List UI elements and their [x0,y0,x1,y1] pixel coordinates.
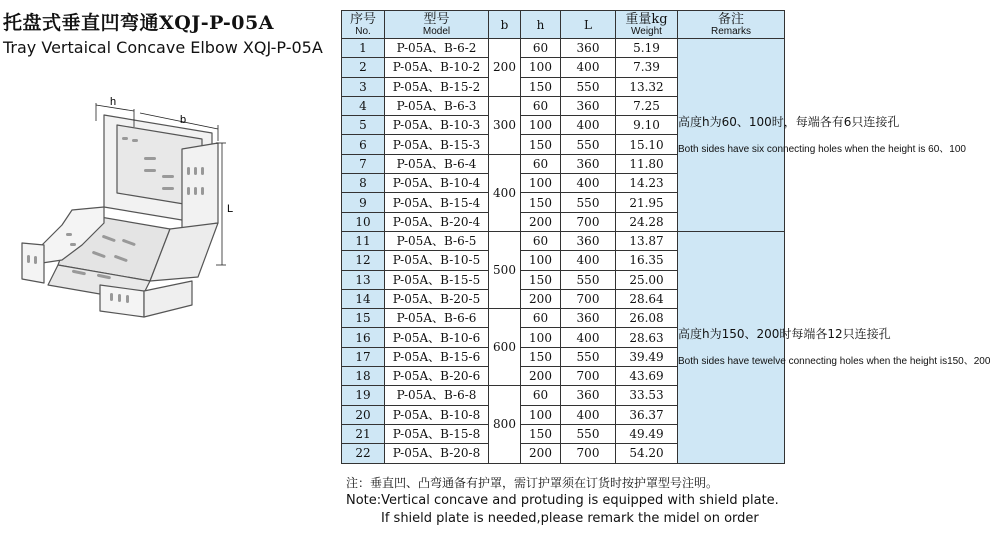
cell-h: 200 [521,289,561,308]
cell-L: 550 [561,193,616,212]
cell-L: 700 [561,444,616,463]
cell-h: 150 [521,135,561,154]
cell-model: P-05A、B-10-6 [385,328,489,347]
cell-model: P-05A、B-15-5 [385,270,489,289]
cell-L: 400 [561,174,616,193]
title-chinese: 托盘式垂直凹弯通XQJ-P-05A [3,12,274,34]
cell-no: 3 [342,77,385,96]
remarks-english: Both sides have six connecting holes when the height is 60、100 [678,143,966,155]
cell-model: P-05A、B-15-6 [385,347,489,366]
cell-L: 550 [561,347,616,366]
cell-no: 10 [342,212,385,231]
cell-h: 60 [521,386,561,405]
cell-weight: 28.63 [616,328,678,347]
cell-b: 400 [489,154,521,231]
front-side-panel [144,281,192,317]
cell-L: 360 [561,309,616,328]
cell-weight: 13.32 [616,77,678,96]
remarks-english: Both sides have tewelve connecting holes when the height is150、200 [678,356,990,368]
cell-weight: 7.25 [616,96,678,115]
title-english: Tray Vertaical Concave Elbow XQJ-P-05A [3,38,323,57]
cell-b: 300 [489,96,521,154]
cell-no: 7 [342,154,385,173]
cell-L: 550 [561,135,616,154]
cell-model: P-05A、B-15-2 [385,77,489,96]
table-header-row [342,11,785,39]
cell-h: 60 [521,309,561,328]
dimension-h-label: h [110,96,117,108]
cell-no: 14 [342,289,385,308]
left-end-panel [22,243,44,283]
table-row [342,39,785,58]
cell-L: 400 [561,251,616,270]
cell-no: 1 [342,39,385,58]
cell-L: 360 [561,154,616,173]
cell-no: 6 [342,135,385,154]
cell-L: 400 [561,116,616,135]
cell-L: 360 [561,96,616,115]
cell-h: 150 [521,424,561,443]
cell-weight: 28.64 [616,289,678,308]
cell-no: 16 [342,328,385,347]
header-h: h [521,11,561,39]
remarks-chinese: 高度h为60、100时，每端各有6只连接孔 [678,114,900,129]
cell-no: 17 [342,347,385,366]
cell-remarks [678,39,966,232]
cell-no: 4 [342,96,385,115]
cell-h: 100 [521,251,561,270]
cell-L: 550 [561,424,616,443]
cell-b: 800 [489,386,521,463]
cell-L: 700 [561,367,616,386]
cell-model: P-05A、B-6-5 [385,231,489,250]
header-no: 序号 No. [342,11,385,39]
cell-model: P-05A、B-20-4 [385,212,489,231]
cell-no: 21 [342,424,385,443]
elbow-drawing [22,95,340,335]
cell-model: P-05A、B-6-6 [385,309,489,328]
cell-b: 600 [489,309,521,386]
cell-no: 13 [342,270,385,289]
cell-no: 19 [342,386,385,405]
note-english-line-1: Note:Vertical concave and protuding is equipped with shield plate. [346,493,779,508]
cell-model: P-05A、B-6-2 [385,39,489,58]
header-b: b [489,11,521,39]
header-model: 型号 Model [385,11,489,39]
cell-weight: 9.10 [616,116,678,135]
cell-model: P-05A、B-20-6 [385,367,489,386]
cell-weight: 43.69 [616,367,678,386]
specification-table [341,10,990,464]
cell-no: 15 [342,309,385,328]
cell-model: P-05A、B-10-8 [385,405,489,424]
cell-model: P-05A、B-15-3 [385,135,489,154]
cell-h: 60 [521,231,561,250]
cell-h: 60 [521,96,561,115]
cell-no: 5 [342,116,385,135]
cell-h: 150 [521,77,561,96]
cell-model: P-05A、B-20-8 [385,444,489,463]
cell-L: 550 [561,270,616,289]
dimension-L-label: L [227,203,234,215]
cell-model: P-05A、B-6-4 [385,154,489,173]
cell-L: 360 [561,39,616,58]
cell-no: 22 [342,444,385,463]
cell-weight: 14.23 [616,174,678,193]
cell-h: 60 [521,154,561,173]
cell-weight: 15.10 [616,135,678,154]
right-side-panel [182,143,218,229]
cell-h: 100 [521,58,561,77]
cell-b: 200 [489,39,521,97]
cell-model: P-05A、B-10-4 [385,174,489,193]
cell-no: 18 [342,367,385,386]
cell-model: P-05A、B-20-5 [385,289,489,308]
cell-weight: 24.28 [616,212,678,231]
cell-weight: 33.53 [616,386,678,405]
front-end-panel [100,285,144,317]
cell-L: 400 [561,58,616,77]
cell-model: P-05A、B-10-3 [385,116,489,135]
cell-no: 9 [342,193,385,212]
cell-L: 360 [561,231,616,250]
cell-weight: 54.20 [616,444,678,463]
cell-no: 20 [342,405,385,424]
cell-h: 200 [521,444,561,463]
cell-L: 360 [561,386,616,405]
cell-L: 550 [561,77,616,96]
cell-no: 12 [342,251,385,270]
cell-h: 100 [521,328,561,347]
header-weight: 重量kg Weight [616,11,678,39]
table-row [342,231,785,250]
cell-h: 100 [521,405,561,424]
cell-h: 60 [521,39,561,58]
cell-weight: 16.35 [616,251,678,270]
cell-h: 150 [521,270,561,289]
cell-weight: 13.87 [616,231,678,250]
table-body [342,39,990,464]
cell-weight: 36.37 [616,405,678,424]
cell-no: 8 [342,174,385,193]
cell-remarks [678,231,990,463]
cell-h: 150 [521,347,561,366]
cell-weight: 11.80 [616,154,678,173]
cell-b: 500 [489,231,521,308]
cell-h: 100 [521,116,561,135]
cell-L: 400 [561,405,616,424]
cell-no: 2 [342,58,385,77]
cell-weight: 49.49 [616,424,678,443]
cell-model: P-05A、B-10-5 [385,251,489,270]
cell-h: 200 [521,212,561,231]
cell-L: 400 [561,328,616,347]
cell-weight: 39.49 [616,347,678,366]
cell-model: P-05A、B-10-2 [385,58,489,77]
note-english-line-2: If shield plate is needed,please remark the midel on order [381,511,759,526]
cell-L: 700 [561,289,616,308]
header-L: L [561,11,616,39]
remarks-chinese: 高度h为150、200时每端各12只连接孔 [678,326,891,341]
dimension-b-label: b [180,114,187,126]
cell-weight: 5.19 [616,39,678,58]
cell-L: 700 [561,212,616,231]
header-remarks: 备注 Remarks [678,11,785,39]
cell-h: 150 [521,193,561,212]
cell-weight: 26.08 [616,309,678,328]
cell-model: P-05A、B-15-4 [385,193,489,212]
cell-model: P-05A、B-15-8 [385,424,489,443]
cell-weight: 21.95 [616,193,678,212]
cell-weight: 7.39 [616,58,678,77]
note-chinese: 注：垂直凹、凸弯通备有护罩，需订护罩须在订货时按护罩型号注明。 [346,476,719,490]
cell-no: 11 [342,231,385,250]
cell-weight: 25.00 [616,270,678,289]
cell-model: P-05A、B-6-8 [385,386,489,405]
cell-h: 200 [521,367,561,386]
cell-model: P-05A、B-6-3 [385,96,489,115]
cell-h: 100 [521,174,561,193]
